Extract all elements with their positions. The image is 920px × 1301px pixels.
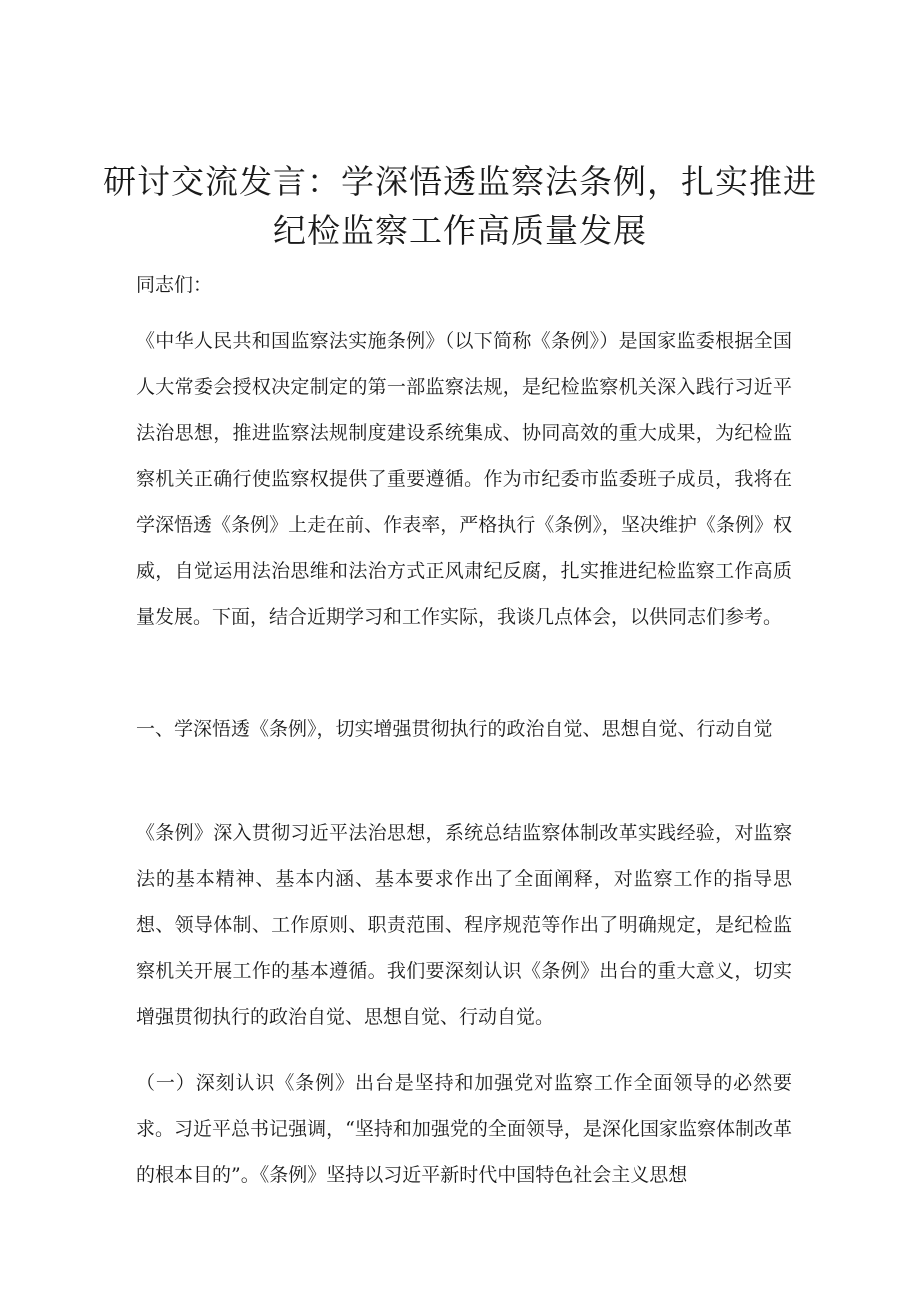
paragraph-intro: 《中华人民共和国监察法实施条例》（以下简称《条例》）是国家监委根据全国人大常委会授权决定制定的第一部监察法规，是纪检监察机关深入践行习近平法治思想，推进监察法规制度建设系统集成、协同高效的重大成果，为纪检监察机关正确行使监察权提供了重要遵循。作为市纪委市监委班子成员，我将在学深悟透《条例》上走在前、作表率，严格执行《条例》，坚决维护《条例》权威，自觉运用法治思维和法治方式正风肃纪反腐，扎实推进纪检监察工作高质量发展。下面，结合近期学习和工作实际，我谈几点体会，以供同志们参考。 — [136, 330, 792, 628]
paragraph-subsection-1: （一）深刻认识《条例》出台是坚持和加强党对监察工作全面领导的必然要求。习近平总书记强调，“坚持和加强党的全面领导，是深化国家监察体制改革的根本目的”。《条例》坚持以习近平新时代中国特色社会主义思想 — [136, 1072, 792, 1186]
paragraph-section-1: 《条例》深入贯彻习近平法治思想，系统总结监察体制改革实践经验，对监察法的基本精神、基本内涵、基本要求作出了全面阐释，对监察工作的指导思想、领导体制、工作原则、职责范围、程序规范等作出了明确规定，是纪检监察机关开展工作的基本遵循。我们要深刻认识《条例》出台的重大意义，切实增强贯彻执行的政治自觉、思想自觉、行动自觉。 — [136, 822, 792, 1028]
salutation: 同志们： — [136, 274, 213, 296]
document-title-line-1: 研讨交流发言：学深悟透监察法条例，扎实推进 — [103, 162, 817, 201]
section-heading-1: 一、学深悟透《条例》，切实增强贯彻执行的政治自觉、思想自觉、行动自觉 — [136, 718, 773, 740]
document-title-line-2: 纪检监察工作高质量发展 — [273, 211, 647, 250]
